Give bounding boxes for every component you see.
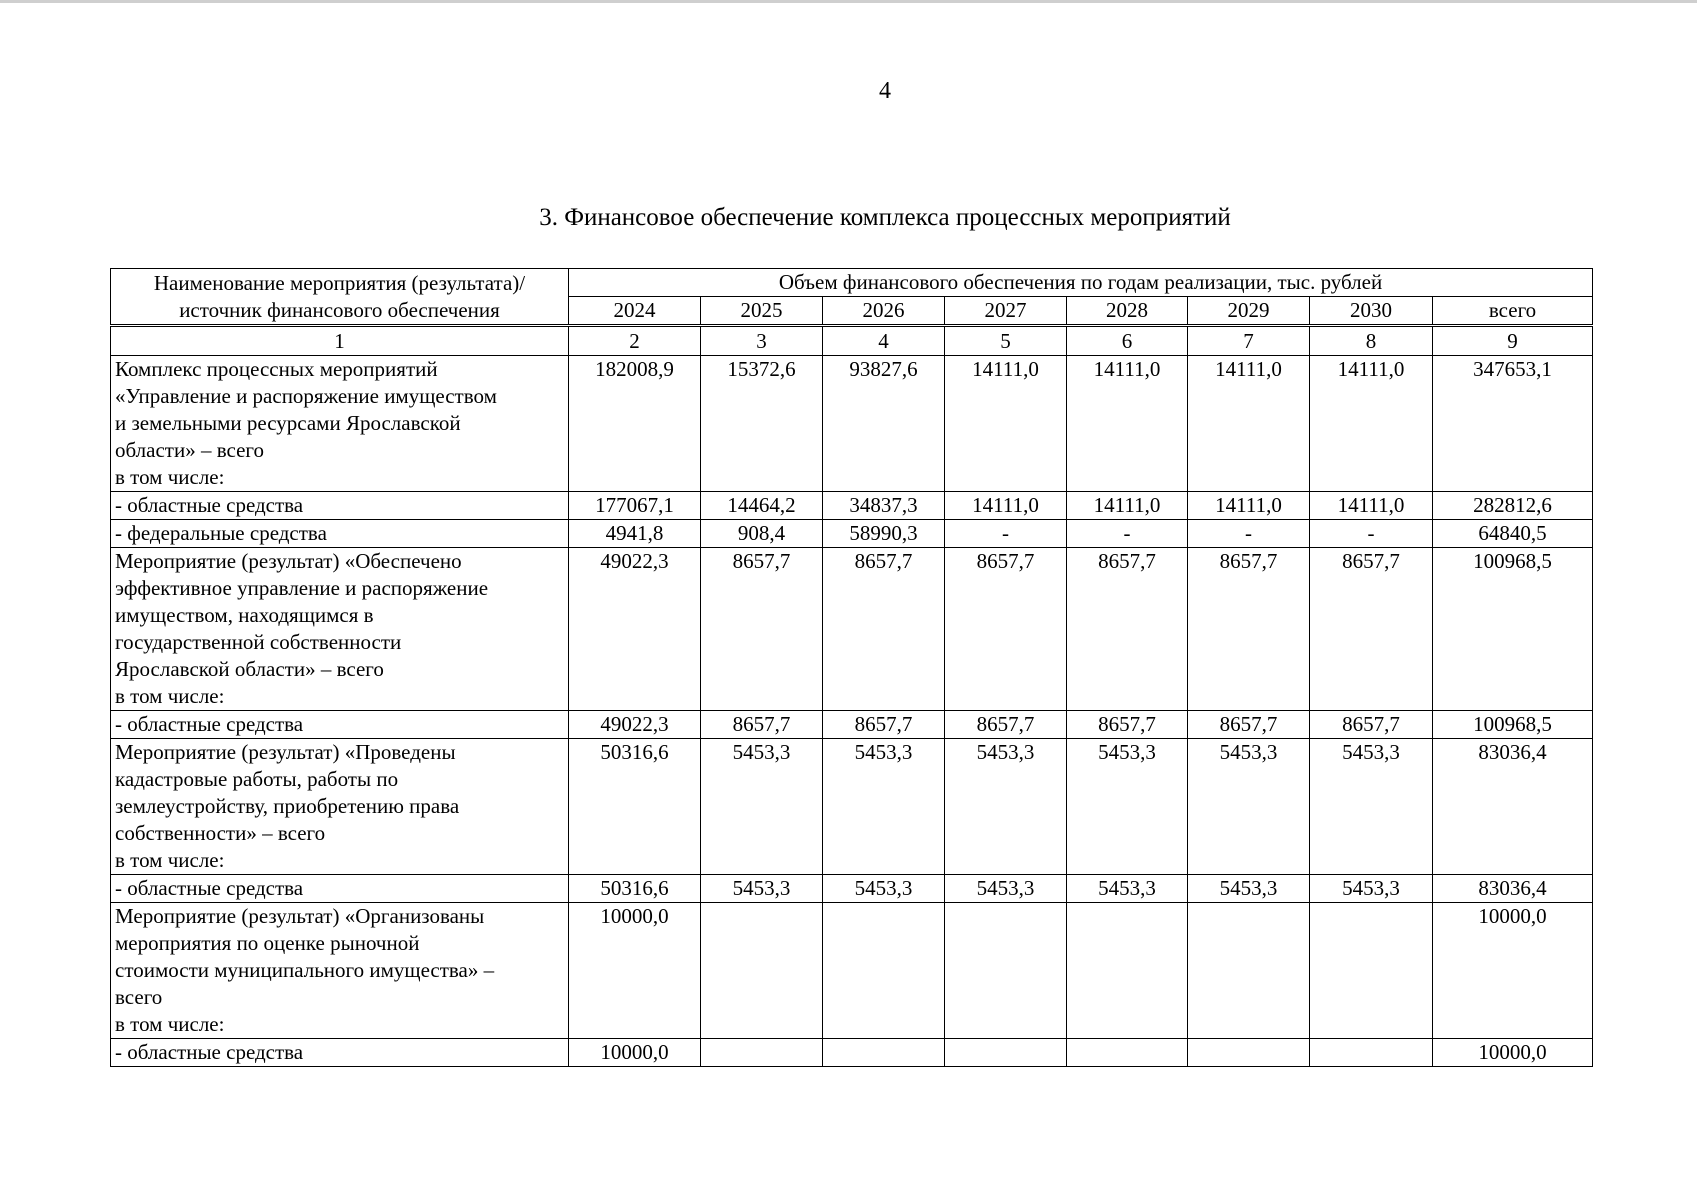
row-value-cell: 10000,0 [569, 1039, 701, 1067]
header-name-cell: Наименование мероприятия (результата)/ источник финансового обеспечения [111, 269, 569, 326]
row-value-cell: 177067,1 [569, 492, 701, 520]
row-value-cell: 4941,8 [569, 520, 701, 548]
row-total-cell: 100968,5 [1433, 548, 1593, 711]
row-value-cell: 58990,3 [823, 520, 945, 548]
row-value-cell: 8657,7 [1188, 548, 1310, 711]
row-value-cell [1067, 1039, 1188, 1067]
year-header: 2030 [1310, 297, 1433, 326]
year-header: 2024 [569, 297, 701, 326]
row-name-cell: Мероприятие (результат) «Проведены кадастровые работы, работы по землеустройству, приобретению права собственности» – всего в том числе: [111, 739, 569, 875]
row-value-cell [823, 1039, 945, 1067]
table-row [111, 711, 1593, 739]
row-name-cell: - федеральные средства [111, 520, 569, 548]
column-number: 3 [701, 326, 823, 356]
row-total-cell: 282812,6 [1433, 492, 1593, 520]
row-value-cell: 8657,7 [1188, 711, 1310, 739]
row-value-cell [1188, 903, 1310, 1039]
row-name-cell: Мероприятие (результат) «Обеспечено эффективное управление и распоряжение имуществом, находящимся в государственной собственности Ярославской области» – всего в том числе: [111, 548, 569, 711]
row-value-cell: 5453,3 [823, 875, 945, 903]
row-value-cell: 8657,7 [701, 548, 823, 711]
row-value-cell: 5453,3 [1310, 875, 1433, 903]
row-value-cell: 8657,7 [1067, 711, 1188, 739]
scan-edge [0, 0, 1697, 3]
row-value-cell: 14111,0 [1310, 492, 1433, 520]
row-value-cell: 8657,7 [823, 711, 945, 739]
row-value-cell: 14111,0 [1188, 492, 1310, 520]
row-value-cell: 5453,3 [1310, 739, 1433, 875]
row-value-cell: 8657,7 [1310, 711, 1433, 739]
column-number-row [111, 326, 1593, 356]
table-row [111, 739, 1593, 875]
row-total-cell: 347653,1 [1433, 356, 1593, 492]
row-value-cell: - [945, 520, 1067, 548]
row-value-cell: 49022,3 [569, 711, 701, 739]
row-total-cell: 83036,4 [1433, 739, 1593, 875]
column-number: 6 [1067, 326, 1188, 356]
row-value-cell: 8657,7 [945, 548, 1067, 711]
year-header: 2028 [1067, 297, 1188, 326]
row-value-cell: 14111,0 [1067, 492, 1188, 520]
section-title: 3. Финансовое обеспечение комплекса процессных мероприятий [539, 204, 1231, 231]
row-value-cell: 93827,6 [823, 356, 945, 492]
header-volume-cell: Объем финансового обеспечения по годам реализации, тыс. рублей [569, 269, 1593, 297]
row-value-cell: 182008,9 [569, 356, 701, 492]
row-name-cell: - областные средства [111, 711, 569, 739]
row-value-cell [1067, 903, 1188, 1039]
row-value-cell: 50316,6 [569, 739, 701, 875]
row-value-cell: 49022,3 [569, 548, 701, 711]
row-value-cell: 5453,3 [945, 875, 1067, 903]
row-value-cell: 8657,7 [1310, 548, 1433, 711]
row-value-cell: - [1310, 520, 1433, 548]
row-value-cell: 14464,2 [701, 492, 823, 520]
header-row-1 [111, 269, 1593, 297]
year-header: 2026 [823, 297, 945, 326]
row-value-cell [701, 1039, 823, 1067]
row-value-cell: 8657,7 [945, 711, 1067, 739]
table-row [111, 875, 1593, 903]
total-header: всего [1433, 297, 1593, 326]
financing-table [110, 268, 1593, 1067]
row-value-cell [823, 903, 945, 1039]
row-value-cell [1188, 1039, 1310, 1067]
row-value-cell: 8657,7 [1067, 548, 1188, 711]
row-value-cell: 14111,0 [1067, 356, 1188, 492]
year-header: 2025 [701, 297, 823, 326]
column-number: 4 [823, 326, 945, 356]
column-number: 1 [111, 326, 569, 356]
row-value-cell: - [1067, 520, 1188, 548]
row-value-cell: 5453,3 [1188, 875, 1310, 903]
row-value-cell: 5453,3 [1067, 875, 1188, 903]
row-value-cell: 14111,0 [945, 492, 1067, 520]
row-value-cell: - [1188, 520, 1310, 548]
column-number: 7 [1188, 326, 1310, 356]
column-number: 8 [1310, 326, 1433, 356]
table-row [111, 1039, 1593, 1067]
row-value-cell: 5453,3 [1067, 739, 1188, 875]
table-row [111, 520, 1593, 548]
row-value-cell: 5453,3 [701, 739, 823, 875]
row-value-cell [945, 903, 1067, 1039]
row-name-cell: - областные средства [111, 875, 569, 903]
row-name-cell: Комплекс процессных мероприятий «Управление и распоряжение имуществом и земельными ресурсами Ярославской области» – всего в том числе: [111, 356, 569, 492]
table-row [111, 548, 1593, 711]
row-value-cell: 5453,3 [701, 875, 823, 903]
row-value-cell: 8657,7 [823, 548, 945, 711]
row-value-cell: 14111,0 [1188, 356, 1310, 492]
row-value-cell: 14111,0 [1310, 356, 1433, 492]
row-total-cell: 64840,5 [1433, 520, 1593, 548]
column-number: 2 [569, 326, 701, 356]
row-name-cell: Мероприятие (результат) «Организованы мероприятия по оценке рыночной стоимости муниципального имущества» – всего в том числе: [111, 903, 569, 1039]
row-name-cell: - областные средства [111, 1039, 569, 1067]
row-value-cell [1310, 903, 1433, 1039]
row-value-cell: 5453,3 [945, 739, 1067, 875]
row-value-cell: 10000,0 [569, 903, 701, 1039]
table-row [111, 356, 1593, 492]
column-number: 9 [1433, 326, 1593, 356]
year-header: 2027 [945, 297, 1067, 326]
row-total-cell: 10000,0 [1433, 903, 1593, 1039]
row-total-cell: 100968,5 [1433, 711, 1593, 739]
row-value-cell: 5453,3 [823, 739, 945, 875]
row-total-cell: 83036,4 [1433, 875, 1593, 903]
row-name-cell: - областные средства [111, 492, 569, 520]
row-total-cell: 10000,0 [1433, 1039, 1593, 1067]
table-row [111, 492, 1593, 520]
row-value-cell [701, 903, 823, 1039]
column-number: 5 [945, 326, 1067, 356]
year-header: 2029 [1188, 297, 1310, 326]
row-value-cell: 34837,3 [823, 492, 945, 520]
row-value-cell: 14111,0 [945, 356, 1067, 492]
page-number: 4 [879, 78, 891, 104]
row-value-cell: 8657,7 [701, 711, 823, 739]
row-value-cell [945, 1039, 1067, 1067]
row-value-cell: 50316,6 [569, 875, 701, 903]
table-row [111, 903, 1593, 1039]
row-value-cell: 15372,6 [701, 356, 823, 492]
row-value-cell: 908,4 [701, 520, 823, 548]
row-value-cell: 5453,3 [1188, 739, 1310, 875]
row-value-cell [1310, 1039, 1433, 1067]
